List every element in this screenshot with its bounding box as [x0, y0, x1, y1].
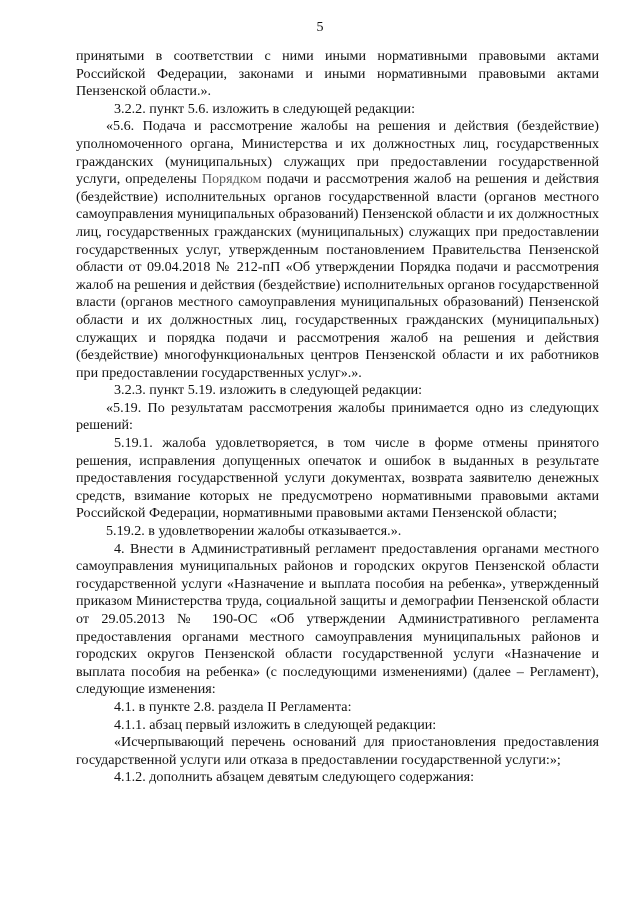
paragraph-5-6-part-a: «5.6. Подача и рассмотрение жалобы на решения и действия (бездействие) уполномоченного органа, Министерства и их должностных лиц, государственных гражданских (муниципальных) служащих при предоставлении государственной услуги, определены [76, 118, 599, 188]
paragraph-3-2-3: 3.2.3. пункт 5.19. изложить в следующей редакции: [114, 382, 423, 399]
document-body [76, 48, 599, 787]
paragraph-3-2-2: 3.2.2. пункт 5.6. изложить в следующей редакции: [114, 100, 415, 117]
paragraph-5-6 [76, 118, 599, 382]
paragraph-4-1-1: 4.1.1. абзац первый изложить в следующей редакции: [114, 716, 437, 733]
paragraph-4: 4. Внести в Административный регламент предоставления органами местного самоуправления муниципальных районов и городских округов Пензенской области государственной услуги «Назначение и выплата пособия на ребенка», утвержденный приказом Министерства труда, социальной защиты и демографии Пензенской области от 29.05.2013 № 190-ОС «Об утверждении Административного регламента предоставления органами местного самоуправления муниципальных районов и городских округов Пензенской области государственной услуги «Назначение и выплата пособия на ребенка» (с последующими изменениями) (далее – Регламент), следующие изменения: [76, 540, 599, 698]
paragraph-4-1-2: 4.1.2. дополнить абзацем девятым следующего содержания: [114, 769, 475, 786]
page-number: 5 [316, 20, 324, 35]
paragraph-continuation: принятыми в соответствии с ними иными нормативными правовыми актами Российской Федерации, законами и иными нормативными правовыми актами Пензенской области.». [76, 48, 599, 100]
paragraph-reasons-list: «Исчерпывающий перечень оснований для приостановления предоставления государственной услуги или отказа в предоставлении государственной услуги:»; [76, 734, 599, 768]
paragraph-5-19-2: 5.19.2. в удовлетворении жалобы отказывается.». [106, 523, 402, 540]
paragraph-4-1: 4.1. в пункте 2.8. раздела II Регламента: [114, 698, 352, 715]
paragraph-5-19: «5.19. По результатам рассмотрения жалобы принимается одно из следующих решений: [76, 399, 599, 434]
paragraph-5-6-part-b: подачи и рассмотрения жалоб на решения и действия (бездействие) исполнительных органов государственной власти (органов местного самоуправления муниципальных образований) Пензенской области и их должностных лиц, государственных гражданских (муниципальных) служащих при предоставлении государственных услуг, утвержденным постановлением Правительства Пензенской области от 09.04.2018 № 212-пП «Об утверждении Порядка подачи и рассмотрения жалоб на решения и действия (бездействие) исполнительных органов государственной власти (органов местного самоуправления муниципальных образований) Пензенской области и их должностных лиц, государственных гражданских (муниципальных) служащих и порядка подачи и рассмотрения жалоб на решения и действия (бездействие) многофункциональных центров Пензенской области и их работников при предоставлении государственных услуг».». [76, 171, 599, 381]
paragraph-5-19-1: 5.19.1. жалоба удовлетворяется, в том числе в форме отмены принятого решения, исправления допущенных опечаток и ошибок в выданных в результате предоставления государственной услуги документах, возврата заявителю денежных средств, взимание которых не предусмотрено нормативными правовыми актами Российской Федерации, нормативными правовыми актами Пензенской области; [76, 435, 599, 522]
poryadok-link[interactable]: Порядком [201, 171, 262, 188]
